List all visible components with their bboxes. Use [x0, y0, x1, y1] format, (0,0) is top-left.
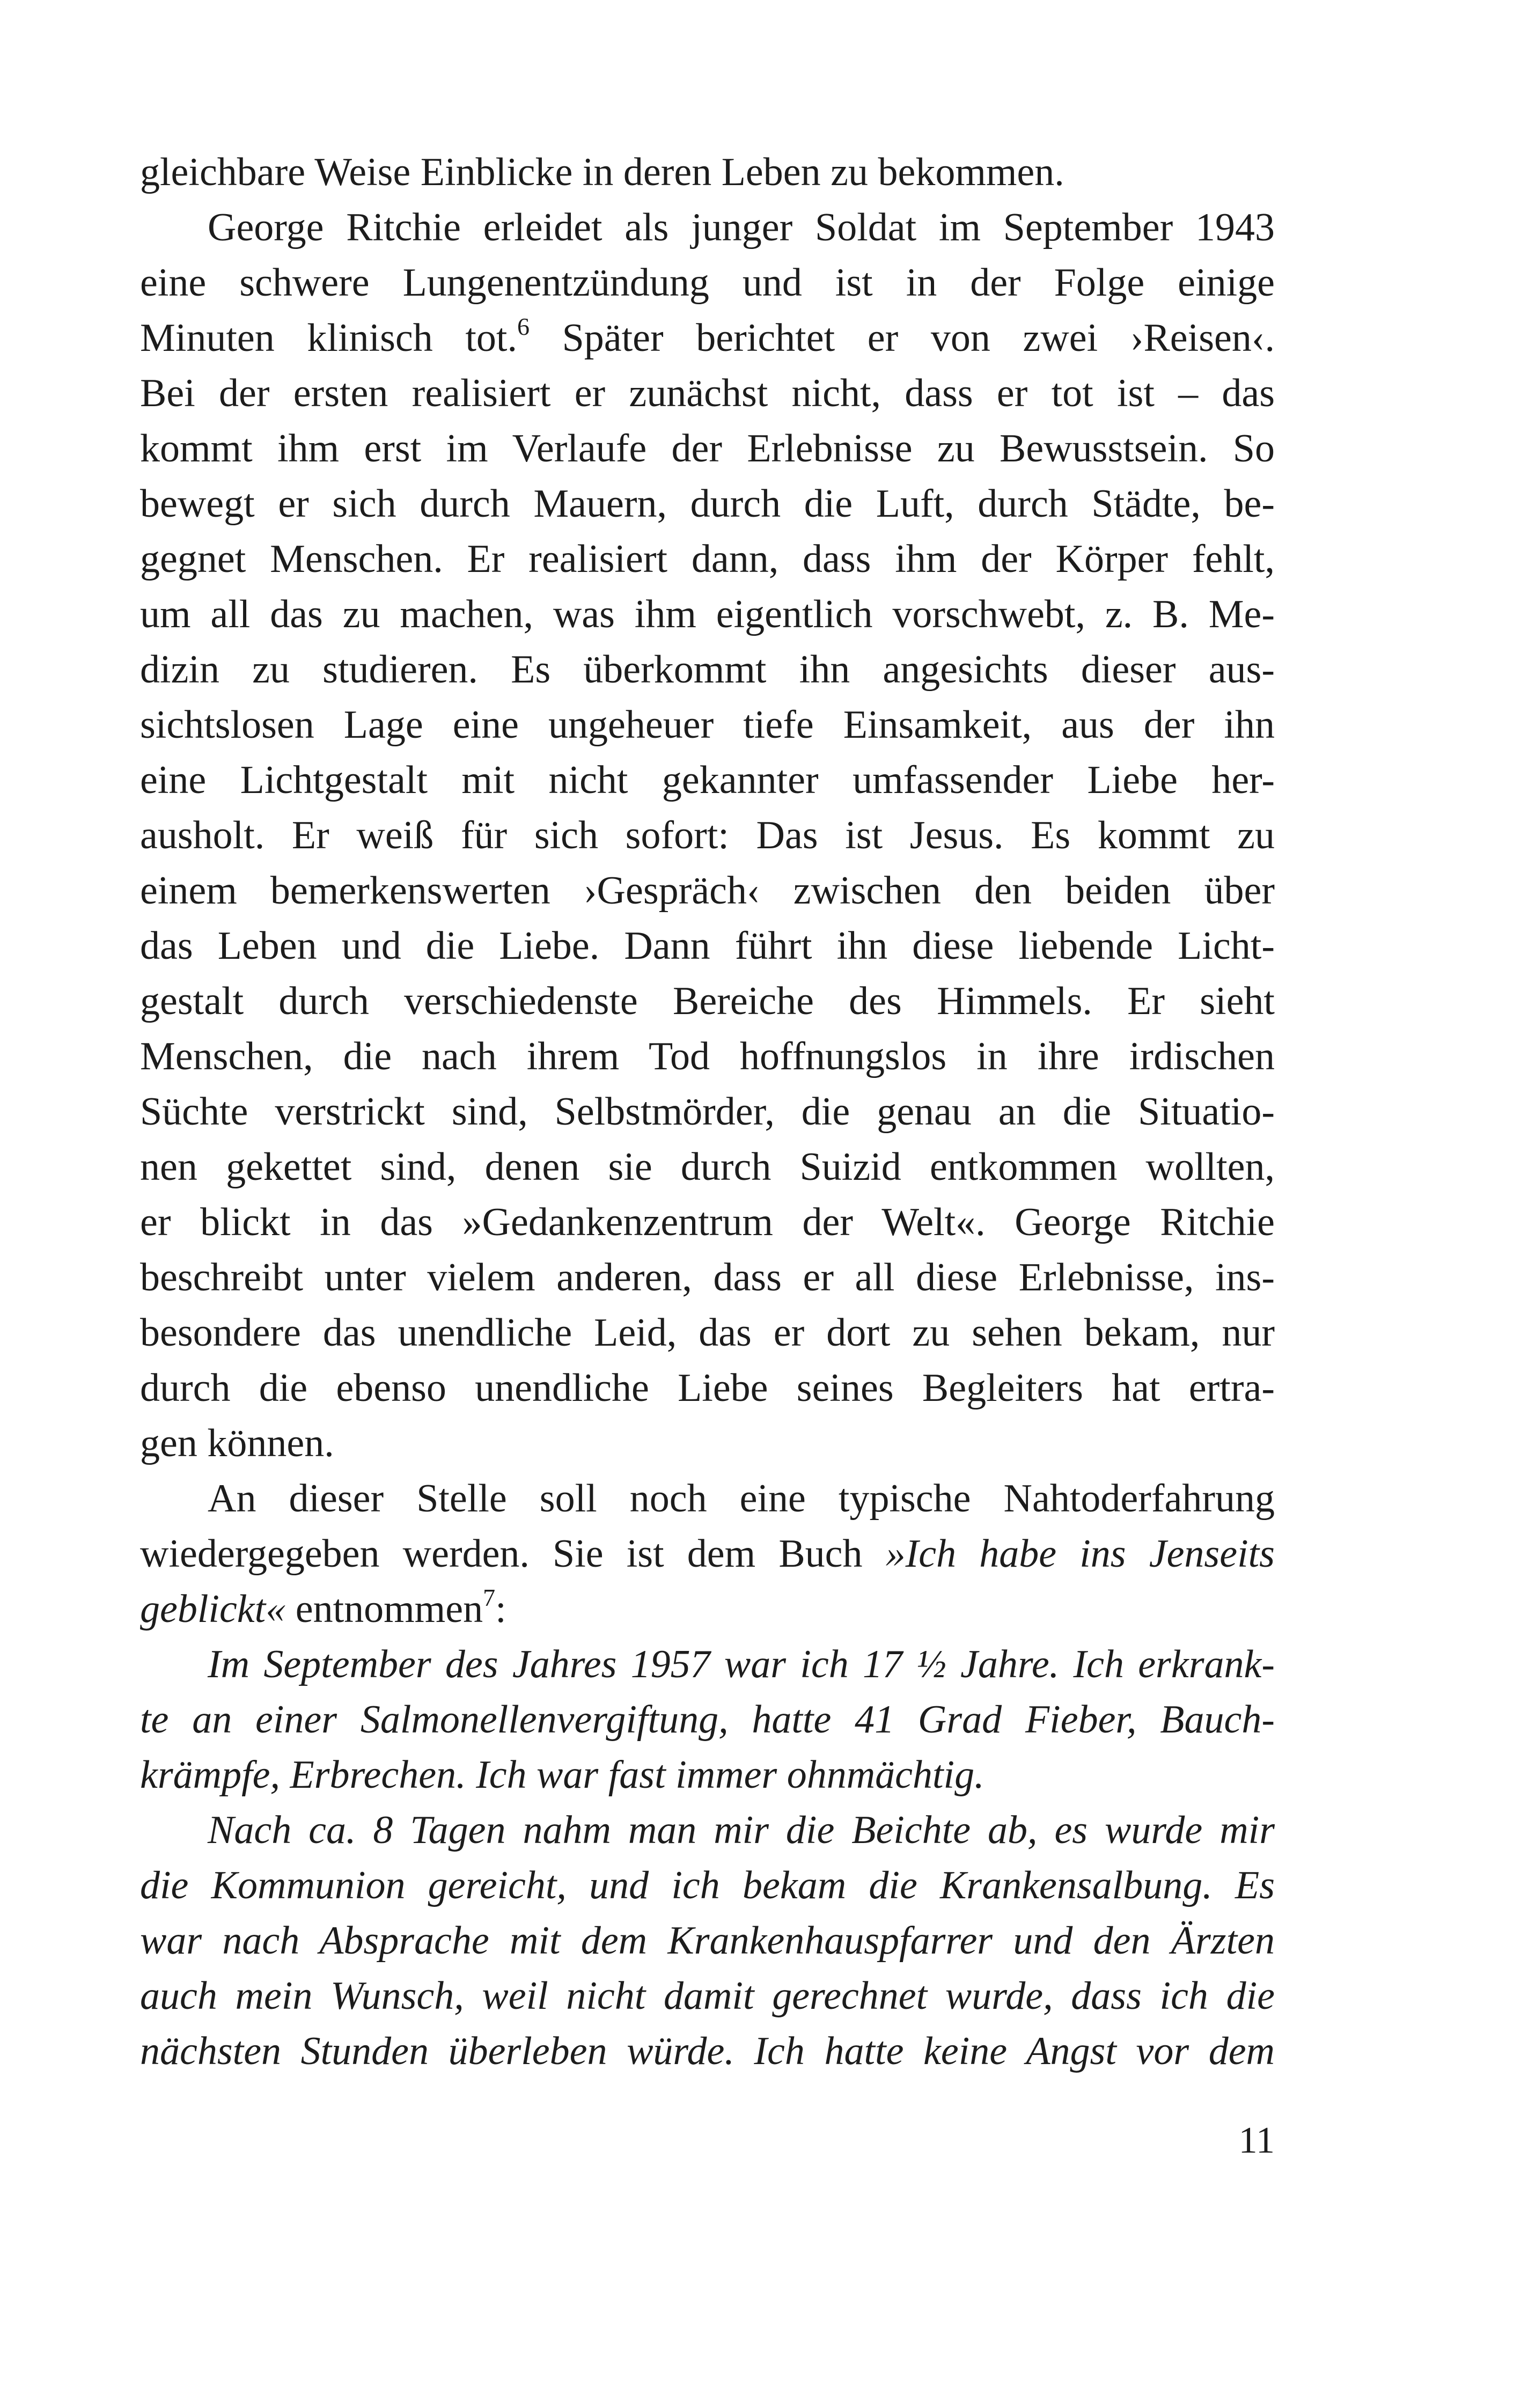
- text-line: [140, 1416, 1275, 1471]
- text-line: [140, 808, 1275, 863]
- text-line: [140, 1969, 1275, 2024]
- text-segment: Nach ca. 8 Tagen nahm man mir die Beichte ab, es wurde mir: [208, 1808, 1275, 1852]
- text-segment: durch die ebenso unendliche Liebe seines Begleiters hat ertra-: [140, 1366, 1275, 1410]
- text-segment: gen können.: [140, 1421, 334, 1465]
- text-line: [140, 587, 1275, 642]
- text-line: [140, 642, 1275, 698]
- text-segment: er blickt in das »Gedankenzentrum der Welt«. George Ritchie: [140, 1200, 1275, 1244]
- text-line: [140, 1526, 1275, 1582]
- text-segment: das Leben und die Liebe. Dann führt ihn diese liebende Licht-: [140, 924, 1275, 968]
- text-line: [140, 1029, 1275, 1084]
- text-line: [140, 919, 1275, 974]
- body-paragraph: [140, 1471, 1275, 1637]
- quote-paragraph: [140, 1637, 1275, 1803]
- text-segment: eine Lichtgestalt mit nicht gekannter umfassender Liebe her-: [140, 758, 1275, 802]
- italic-text: geblickt«: [140, 1587, 286, 1631]
- text-segment: krämpfe, Erbrechen. Ich war fast immer ohnmächtig.: [140, 1753, 984, 1797]
- text-line: [140, 1858, 1275, 1913]
- text-segment: bewegt er sich durch Mauern, durch die Luft, durch Städte, be-: [140, 482, 1275, 526]
- text-line: [140, 1582, 1275, 1637]
- text-segment: te an einer Salmonellenvergiftung, hatte 41 Grad Fieber, Bauch-: [140, 1698, 1275, 1742]
- text-line: [140, 753, 1275, 808]
- text-segment: Im September des Jahres 1957 war ich 17 ½ Jahre. Ich erkrank-: [208, 1642, 1275, 1686]
- text-segment: war nach Absprache mit dem Krankenhauspfarrer und den Ärzten: [140, 1919, 1275, 1963]
- text-segment: wiedergegeben werden. Sie ist dem Buch: [140, 1532, 886, 1576]
- text-line: [140, 476, 1275, 532]
- text-segment: Später berichtet er von zwei ›Reisen‹.: [529, 316, 1275, 360]
- text-segment: George Ritchie erleidet als junger Soldat im September 1943: [208, 205, 1275, 249]
- text-segment: Süchte verstrickt sind, Selbstmörder, die genau an die Situatio-: [140, 1090, 1275, 1134]
- text-line: [140, 1748, 1275, 1803]
- page-number: 11: [1238, 2120, 1275, 2161]
- text-segment: kommt ihm erst im Verlaufe der Erlebnisse zu Bewusstsein. So: [140, 427, 1275, 471]
- text-segment: auch mein Wunsch, weil nicht damit gerechnet wurde, dass ich die: [140, 1974, 1275, 2018]
- text-line: [140, 1692, 1275, 1748]
- text-line: [140, 1637, 1275, 1692]
- text-segment: :: [495, 1587, 506, 1631]
- text-line: [140, 1195, 1275, 1250]
- text-segment: beschreibt unter vielem anderen, dass er all diese Erlebnisse, ins-: [140, 1256, 1275, 1300]
- text-segment: dizin zu studieren. Es überkommt ihn angesichts dieser aus-: [140, 648, 1275, 692]
- text-segment: Bei der ersten realisiert er zunächst nicht, dass er tot ist – das: [140, 371, 1275, 415]
- text-line: [140, 863, 1275, 919]
- text-line: [140, 1140, 1275, 1195]
- text-segment: nächsten Stunden überleben würde. Ich hatte keine Angst vor dem: [140, 2029, 1275, 2073]
- text-segment: ausholt. Er weiß für sich sofort: Das ist Jesus. Es kommt zu: [140, 813, 1275, 857]
- text-segment: sichtslosen Lage eine ungeheuer tiefe Einsamkeit, aus der ihn: [140, 703, 1275, 747]
- text-segment: eine schwere Lungenentzündung und ist in der Folge einige: [140, 261, 1275, 305]
- text-line: [140, 255, 1275, 311]
- text-line: [140, 366, 1275, 421]
- text-line: [140, 200, 1275, 255]
- footnote-marker: 6: [517, 313, 530, 340]
- text-line: [140, 532, 1275, 587]
- text-segment: nen gekettet sind, denen sie durch Suizid entkommen wollten,: [140, 1145, 1275, 1189]
- body-paragraph: [140, 200, 1275, 1471]
- text-segment: An dieser Stelle soll noch eine typische Nahtoderfahrung: [208, 1477, 1275, 1521]
- text-line: [140, 1084, 1275, 1140]
- italic-text: »Ich habe ins Jenseits: [885, 1532, 1275, 1576]
- text-line: [140, 1250, 1275, 1305]
- text-segment: Minuten klinisch tot.: [140, 316, 517, 360]
- quote-paragraph: [140, 1803, 1275, 2079]
- text-line: [140, 1913, 1275, 1969]
- text-segment: entnommen: [285, 1587, 483, 1631]
- text-line: [140, 974, 1275, 1029]
- text-line: [140, 311, 1275, 366]
- text-line: [140, 1803, 1275, 1858]
- text-segment: besondere das unendliche Leid, das er dort zu sehen bekam, nur: [140, 1311, 1275, 1355]
- text-line: [140, 698, 1275, 753]
- text-line: [140, 1361, 1275, 1416]
- text-segment: Menschen, die nach ihrem Tod hoffnungslos in ihre irdischen: [140, 1034, 1275, 1078]
- text-segment: gleichbare Weise Einblicke in deren Leben zu bekommen.: [140, 150, 1064, 194]
- text-segment: gegnet Menschen. Er realisiert dann, dass ihm der Körper fehlt,: [140, 537, 1275, 581]
- text-segment: um all das zu machen, was ihm eigentlich vorschwebt, z. B. Me-: [140, 592, 1275, 636]
- page-body: [140, 145, 1275, 2079]
- text-segment: einem bemerkenswerten ›Gespräch‹ zwischen den beiden über: [140, 869, 1275, 913]
- text-line: [140, 1471, 1275, 1526]
- text-line: [140, 2024, 1275, 2079]
- text-line: [140, 421, 1275, 476]
- footnote-marker: 7: [483, 1584, 496, 1611]
- text-line: [140, 145, 1275, 200]
- text-segment: die Kommunion gereicht, und ich bekam die Krankensalbung. Es: [140, 1863, 1275, 1907]
- text-line: [140, 1305, 1275, 1361]
- body-paragraph: [140, 145, 1275, 200]
- text-segment: gestalt durch verschiedenste Bereiche des Himmels. Er sieht: [140, 979, 1275, 1023]
